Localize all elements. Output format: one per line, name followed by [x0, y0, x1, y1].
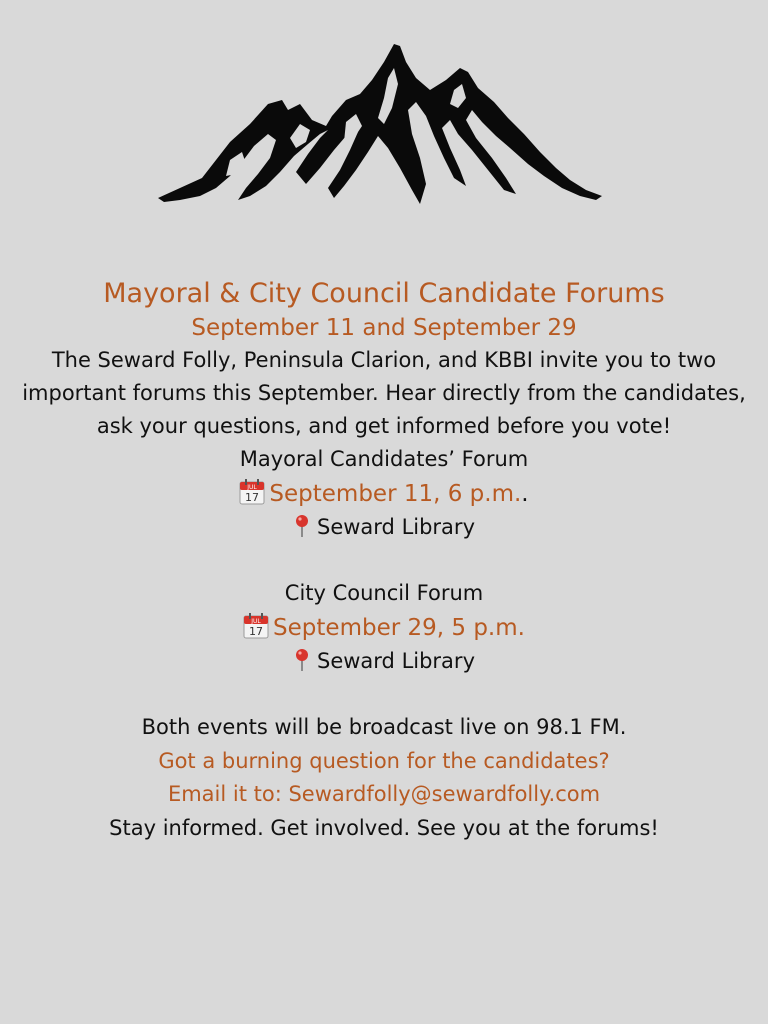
location-text: Seward Library — [317, 648, 475, 673]
calendar-month: JUL — [247, 483, 258, 491]
datetime-text: September 29, 5 p.m. — [273, 614, 525, 641]
calendar-day: 17 — [245, 490, 260, 504]
event-location-mayoral — [0, 511, 768, 545]
calendar-icon — [239, 479, 265, 505]
event-name-mayoral: Mayoral Candidates’ Forum — [239, 447, 529, 471]
event-name-council: City Council Forum — [284, 581, 484, 605]
datetime-text: September 11, 6 p.m. — [269, 480, 522, 507]
question-prompt: Got a burning question for the candidates? — [158, 748, 610, 773]
datetime-trailing: . — [521, 480, 529, 507]
flyer-content — [0, 276, 768, 845]
email-line: Email it to: Sewardfolly@sewardfolly.com — [167, 782, 601, 806]
broadcast-notice: Both events will be broadcast live on 98.1 FM. — [141, 715, 627, 739]
location-pin-icon — [293, 648, 311, 672]
intro-paragraph: The Seward Folly, Peninsula Clarion, and KBBI invite you to two important forums this September. Hear directly from the candidates, ask your questions, and get informed before you vote! — [22, 348, 746, 438]
calendar-icon — [243, 613, 269, 639]
event-datetime-council — [0, 611, 768, 645]
forum-dates: September 11 and September 29 — [191, 315, 577, 341]
calendar-month: JUL — [251, 617, 261, 625]
mountain-range-logo — [150, 38, 610, 210]
closing-line: Stay informed. Get involved. See you at the forums! — [109, 815, 659, 840]
calendar-day: 17 — [249, 624, 264, 638]
event-location-council — [0, 645, 768, 679]
event-datetime-mayoral — [0, 477, 768, 511]
page-title: Mayoral & City Council Candidate Forums — [103, 278, 665, 309]
location-pin-icon — [293, 514, 311, 538]
location-text: Seward Library — [317, 514, 475, 539]
